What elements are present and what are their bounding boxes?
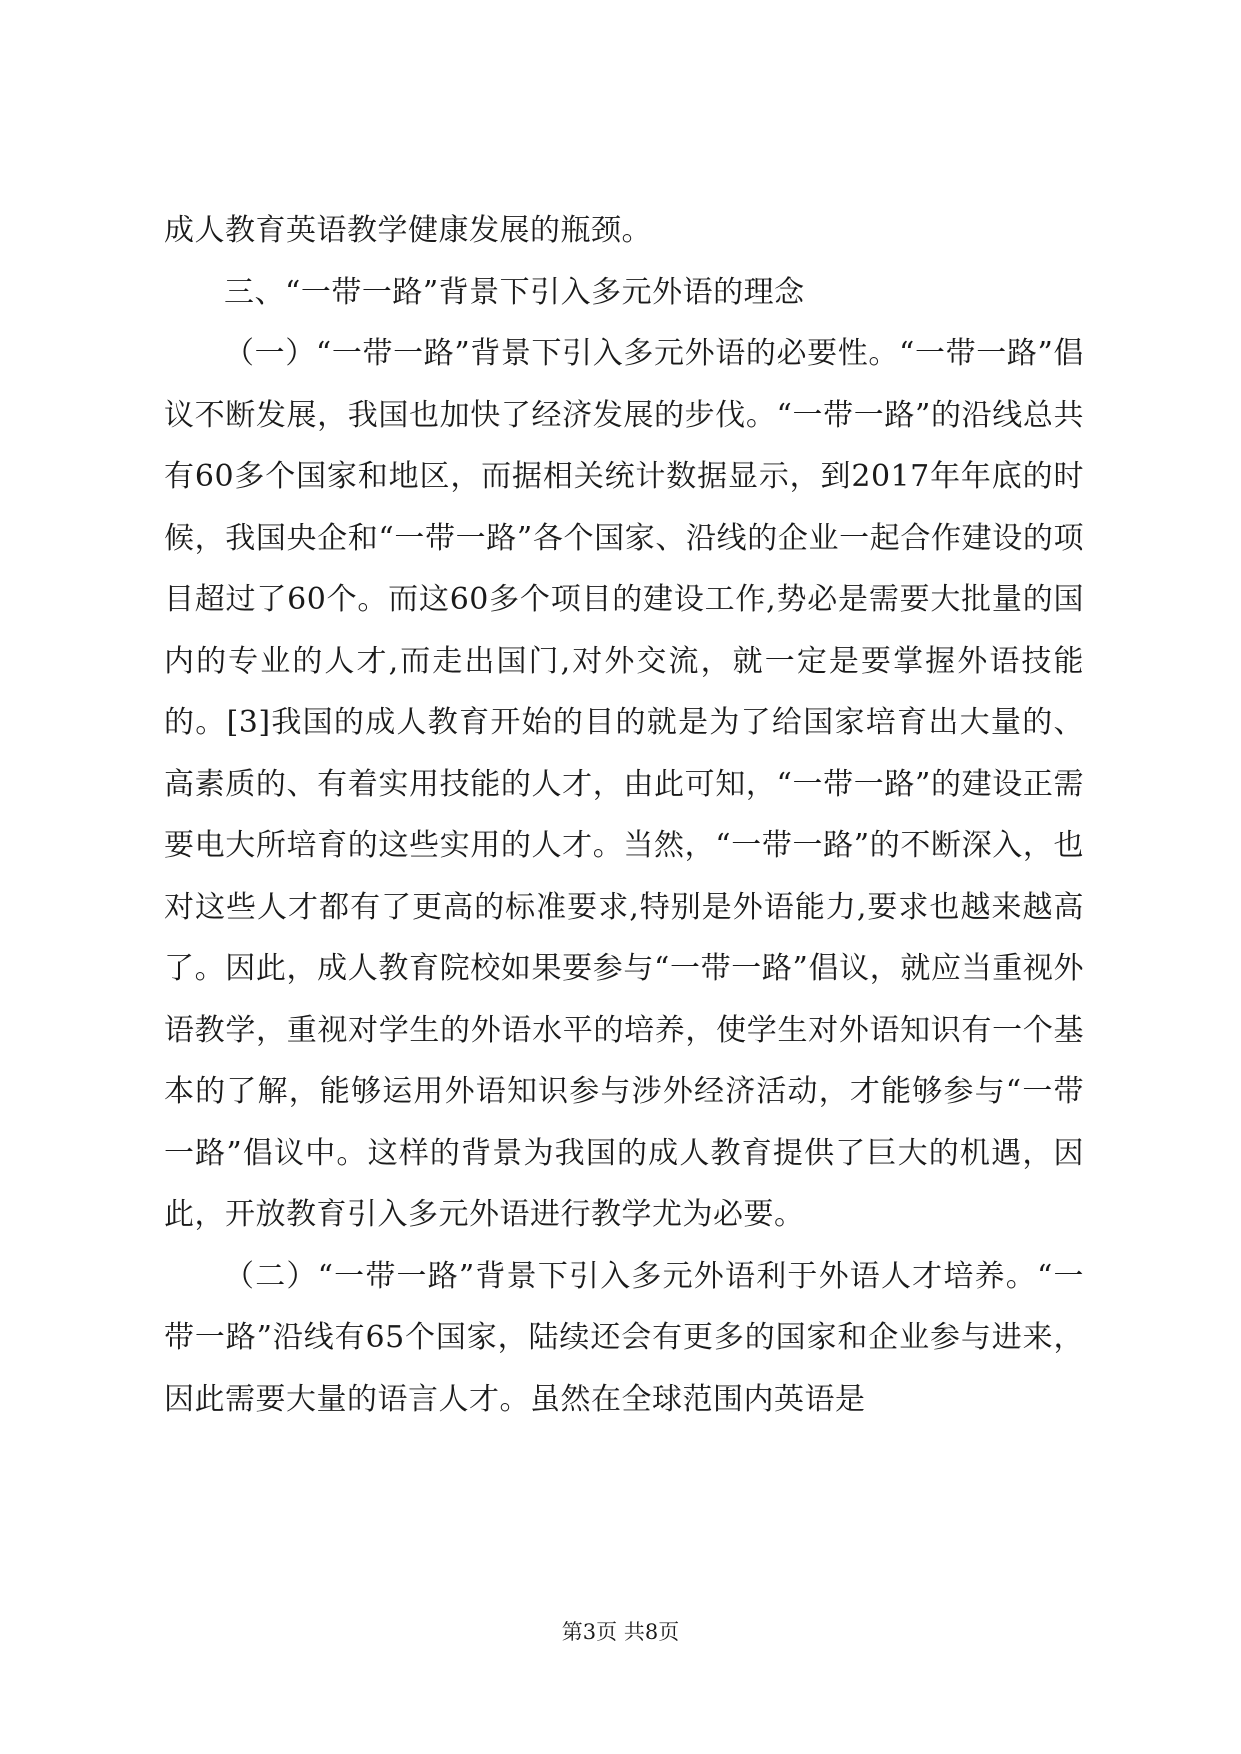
section-heading: 三、“一带一路”背景下引入多元外语的理念 (224, 274, 805, 310)
body-text (164, 200, 1084, 1430)
page-footer: 第3页 共8页 (561, 1620, 680, 1644)
paragraph-talent-training: （二）“一带一路”背景下引入多元外语利于外语人才培养。“一带一路”沿线有65个国家，陆续还会有更多的国家和企业参与进来，因此需要大量的语言人才。虽然在全球范围内英语是 (164, 1258, 1084, 1417)
paragraph-necessity: （一）“一带一路”背景下引入多元外语的必要性。“一带一路”倡议不断发展，我国也加快了经济发展的步伐。“一带一路”的沿线总共有60多个国家和地区，而据相关统计数据显示，到2017年年底的时候，我国央企和“一带一路”各个国家、沿线的企业一起合作建设的项目超过了60个。而这60多个项目的建设工作,势必是需要大批量的国内的专业的人才,而走出国门,对外交流，就一定是要掌握外语技能的。[3]我国的成人教育开始的目的就是为了给国家培育出大量的、高素质的、有着实用技能的人才，由此可知，“一带一路”的建设正需要电大所培育的这些实用的人才。当然，“一带一路”的不断深入，也对这些人才都有了更高的标准要求,特别是外语能力,要求也越来越高了。因此，成人教育院校如果要参与“一带一路”倡议，就应当重视外语教学，重视对学生的外语水平的培养，使学生对外语知识有一个基本的了解，能够运用外语知识参与涉外经济活动，才能够参与“一带一路”倡议中。这样的背景为我国的成人教育提供了巨大的机遇，因此，开放教育引入多元外语进行教学尤为必要。 (164, 336, 1084, 1232)
paragraph-continuation: 成人教育英语教学健康发展的瓶颈。 (164, 213, 652, 248)
